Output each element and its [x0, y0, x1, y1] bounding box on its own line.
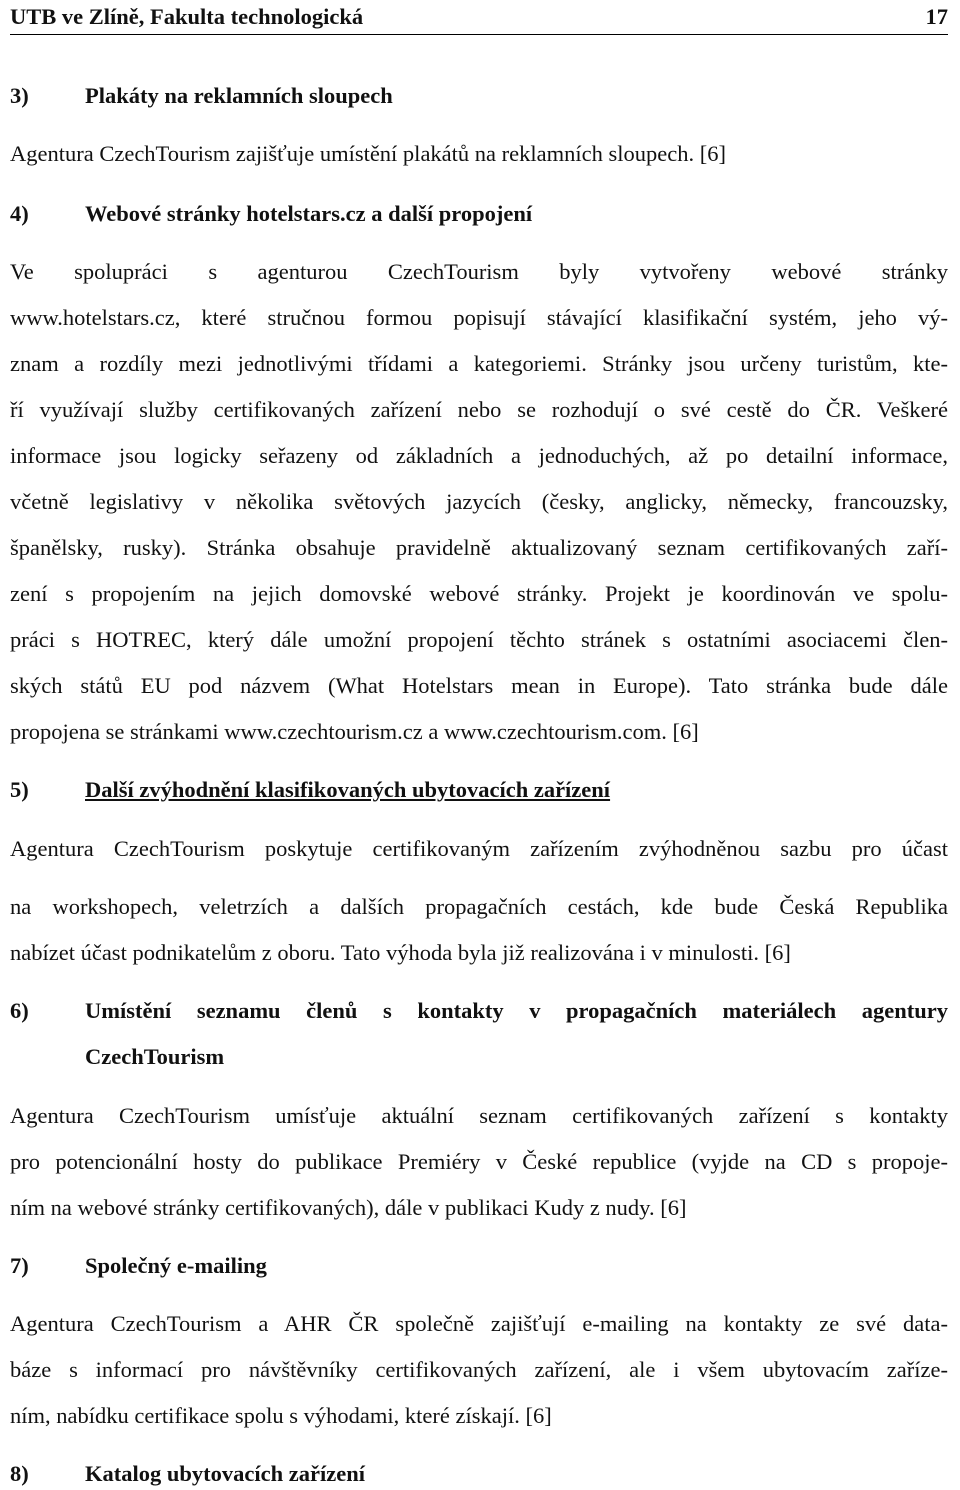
- paragraph-line: nabízet účast podnikatelům z oboru. Tato výhoda byla již realizována i v minulosti. [6]: [10, 940, 791, 965]
- section-heading-4: 4) Webové stránky hotelstars.cz a další propojení: [10, 201, 533, 226]
- paragraph-line: propojena se stránkami www.czechtourism.cz a www.czechtourism.com. [6]: [10, 719, 699, 744]
- header-title: UTB ve Zlíně, Fakulta technologická: [10, 4, 364, 29]
- paragraph-line: na workshopech, veletrzích a dalších propagačních cestách, kde bude Česká Republika: [10, 894, 948, 919]
- paragraph-line: španělsky, rusky). Stránka obsahuje pravidelně aktualizovaný seznam certifikovaných zaří-: [10, 535, 948, 560]
- paragraph-line: ří využívají služby certifikovaných zařízení nebo se rozhodují o své cestě do ČR. Veškeré: [10, 397, 948, 422]
- section-heading-5: 5) Další zvýhodnění klasifikovaných ubytovacích zařízení: [10, 777, 611, 802]
- paragraph-line: báze s informací pro návštěvníky certifikovaných zařízení, ale i všem ubytovacím zaříze-: [10, 1357, 948, 1382]
- paragraph-line: zení s propojením na jejich domovské webové stránky. Projekt je koordinován ve spolu-: [10, 581, 948, 606]
- paragraph-line: Ve spolupráci s agenturou CzechTourism byly vytvořeny webové stránky: [10, 259, 948, 284]
- section-heading-3: 3) Plakáty na reklamních sloupech: [10, 83, 393, 108]
- section-heading-8: 8) Katalog ubytovacích zařízení: [10, 1461, 365, 1486]
- paragraph-line: informace jsou logicky seřazeny od základních a jednoduchých, až po detailní informace,: [10, 443, 948, 468]
- section-heading-6: 6) Umístění seznamu členů s kontakty v propagačních materiálech agentury: [10, 998, 948, 1023]
- paragraph-line: www.hotelstars.cz, které stručnou formou popisují stávající klasifikační systém, jeho vý-: [10, 305, 948, 330]
- paragraph-line: Agentura CzechTourism zajišťuje umístění plakátů na reklamních sloupech. [6]: [10, 141, 726, 166]
- paragraph-line: Agentura CzechTourism umísťuje aktuální seznam certifikovaných zařízení s kontakty: [10, 1103, 948, 1128]
- paragraph-line: ním na webové stránky certifikovaných), dále v publikaci Kudy z nudy. [6]: [10, 1195, 687, 1220]
- page-header: [10, 0, 948, 35]
- paragraph-line: Agentura CzechTourism a AHR ČR společně zajišťují e-mailing na kontakty ze své data-: [10, 1311, 948, 1336]
- paragraph-line: včetně legislativy v několika světových jazycích (česky, anglicky, německy, francouzsky,: [10, 489, 948, 514]
- section-heading-6-continued: CzechTourism: [85, 1044, 225, 1069]
- paragraph-line: Agentura CzechTourism poskytuje certifikovaným zařízením zvýhodněnou sazbu pro účast: [10, 836, 948, 861]
- paragraph-line: ním, nabídku certifikace spolu s výhodami, které získají. [6]: [10, 1403, 552, 1428]
- section-heading-7: 7) Společný e-mailing: [10, 1253, 267, 1278]
- paragraph-line: znam a rozdíly mezi jednotlivými třídami a kategoriemi. Stránky jsou určeny turistům, kte-: [10, 351, 948, 376]
- paragraph-line: pro potencionální hosty do publikace Premiéry v České republice (vyjde na CD s propoje-: [10, 1149, 948, 1174]
- paragraph-line: ských států EU pod názvem (What Hotelstars mean in Europe). Tato stránka bude dále: [10, 673, 948, 698]
- paragraph-line: práci s HOTREC, který dále umožní propojení těchto stránek s ostatními asociacemi člen-: [10, 627, 948, 652]
- page-number: 17: [925, 4, 948, 29]
